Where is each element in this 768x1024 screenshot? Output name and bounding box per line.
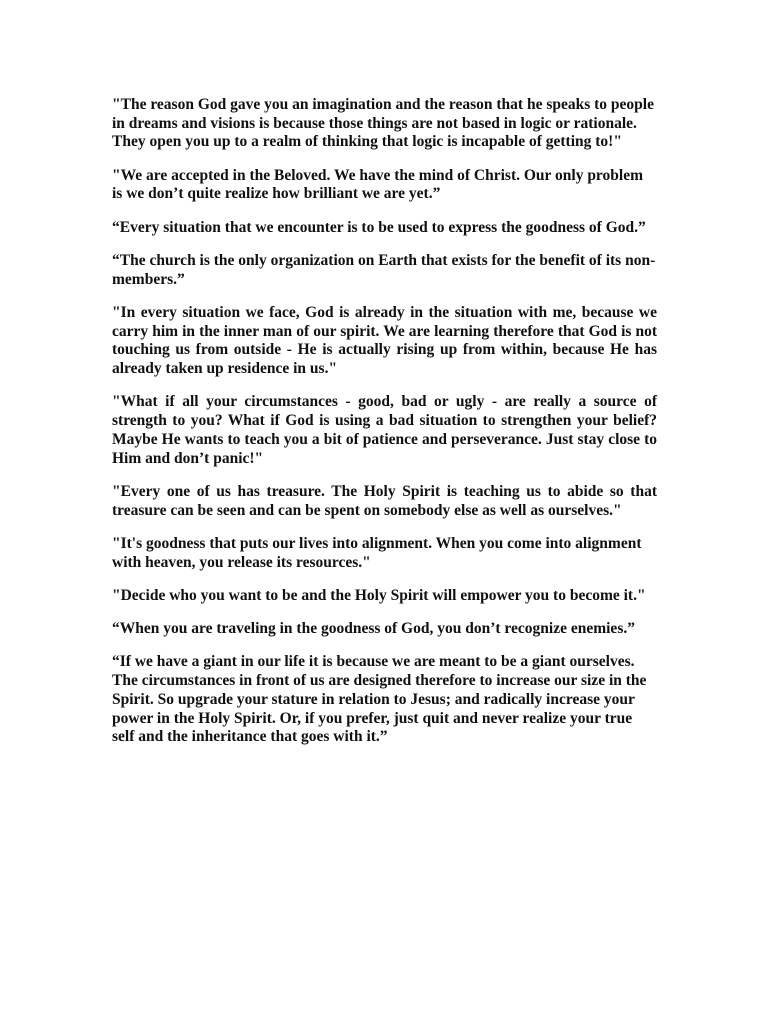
quote-paragraph: “The church is the only organization on Earth that exists for the benefit of its non-members.” [112,252,656,288]
quote-paragraph: “When you are traveling in the goodness of God, you don’t recognize enemies.” [112,620,635,638]
quote-paragraph: "It's goodness that puts our lives into alignment. When you come into alignment with heaven, you release its resources." [112,534,642,571]
quote-paragraph: "In every situation we face, God is already in the situation with me, because we carry him in the inner man of our spirit. We are learning therefore that God is not touching us from outside - He is actually rising up from within, because He has already taken up residence in us." [112,304,657,378]
quote-paragraph: "The reason God gave you an imagination and the reason that he speaks to people in dreams and visions is because those things are not based in logic or rationale. They open you up to a realm of thinking that logic is incapable of getting to!" [112,96,654,151]
quote-paragraph: "What if all your circumstances - good, bad or ugly - are really a source of strength to you? What if God is using a bad situation to strengthen your belief? Maybe He wants to teach you a bit of patience and perseverance. Just stay close to Him and don’t panic!" [112,393,657,467]
quote-paragraph: “If we have a giant in our life it is because we are meant to be a giant ourselves. The circumstances in front of us are designed therefore to increase our size in the Spirit. So upgrade your stature in relation to Jesus; and radically increase your power in the Holy Spirit. Or, if you prefer, just quit and never realize your true self and the inheritance that goes with it.” [112,653,647,746]
quote-paragraph: "Every one of us has treasure. The Holy Spirit is teaching us to abide so that treasure can be seen and can be spent on somebody else as well as ourselves." [112,482,657,519]
quote-paragraph: “Every situation that we encounter is to be used to express the goodness of God.” [112,218,646,236]
quote-paragraph: "We are accepted in the Beloved. We have the mind of Christ. Our only problem is we don’t quite realize how brilliant we are yet.” [112,166,644,203]
document-page [112,96,657,762]
quote-paragraph: "Decide who you want to be and the Holy Spirit will empower you to become it." [112,586,646,604]
